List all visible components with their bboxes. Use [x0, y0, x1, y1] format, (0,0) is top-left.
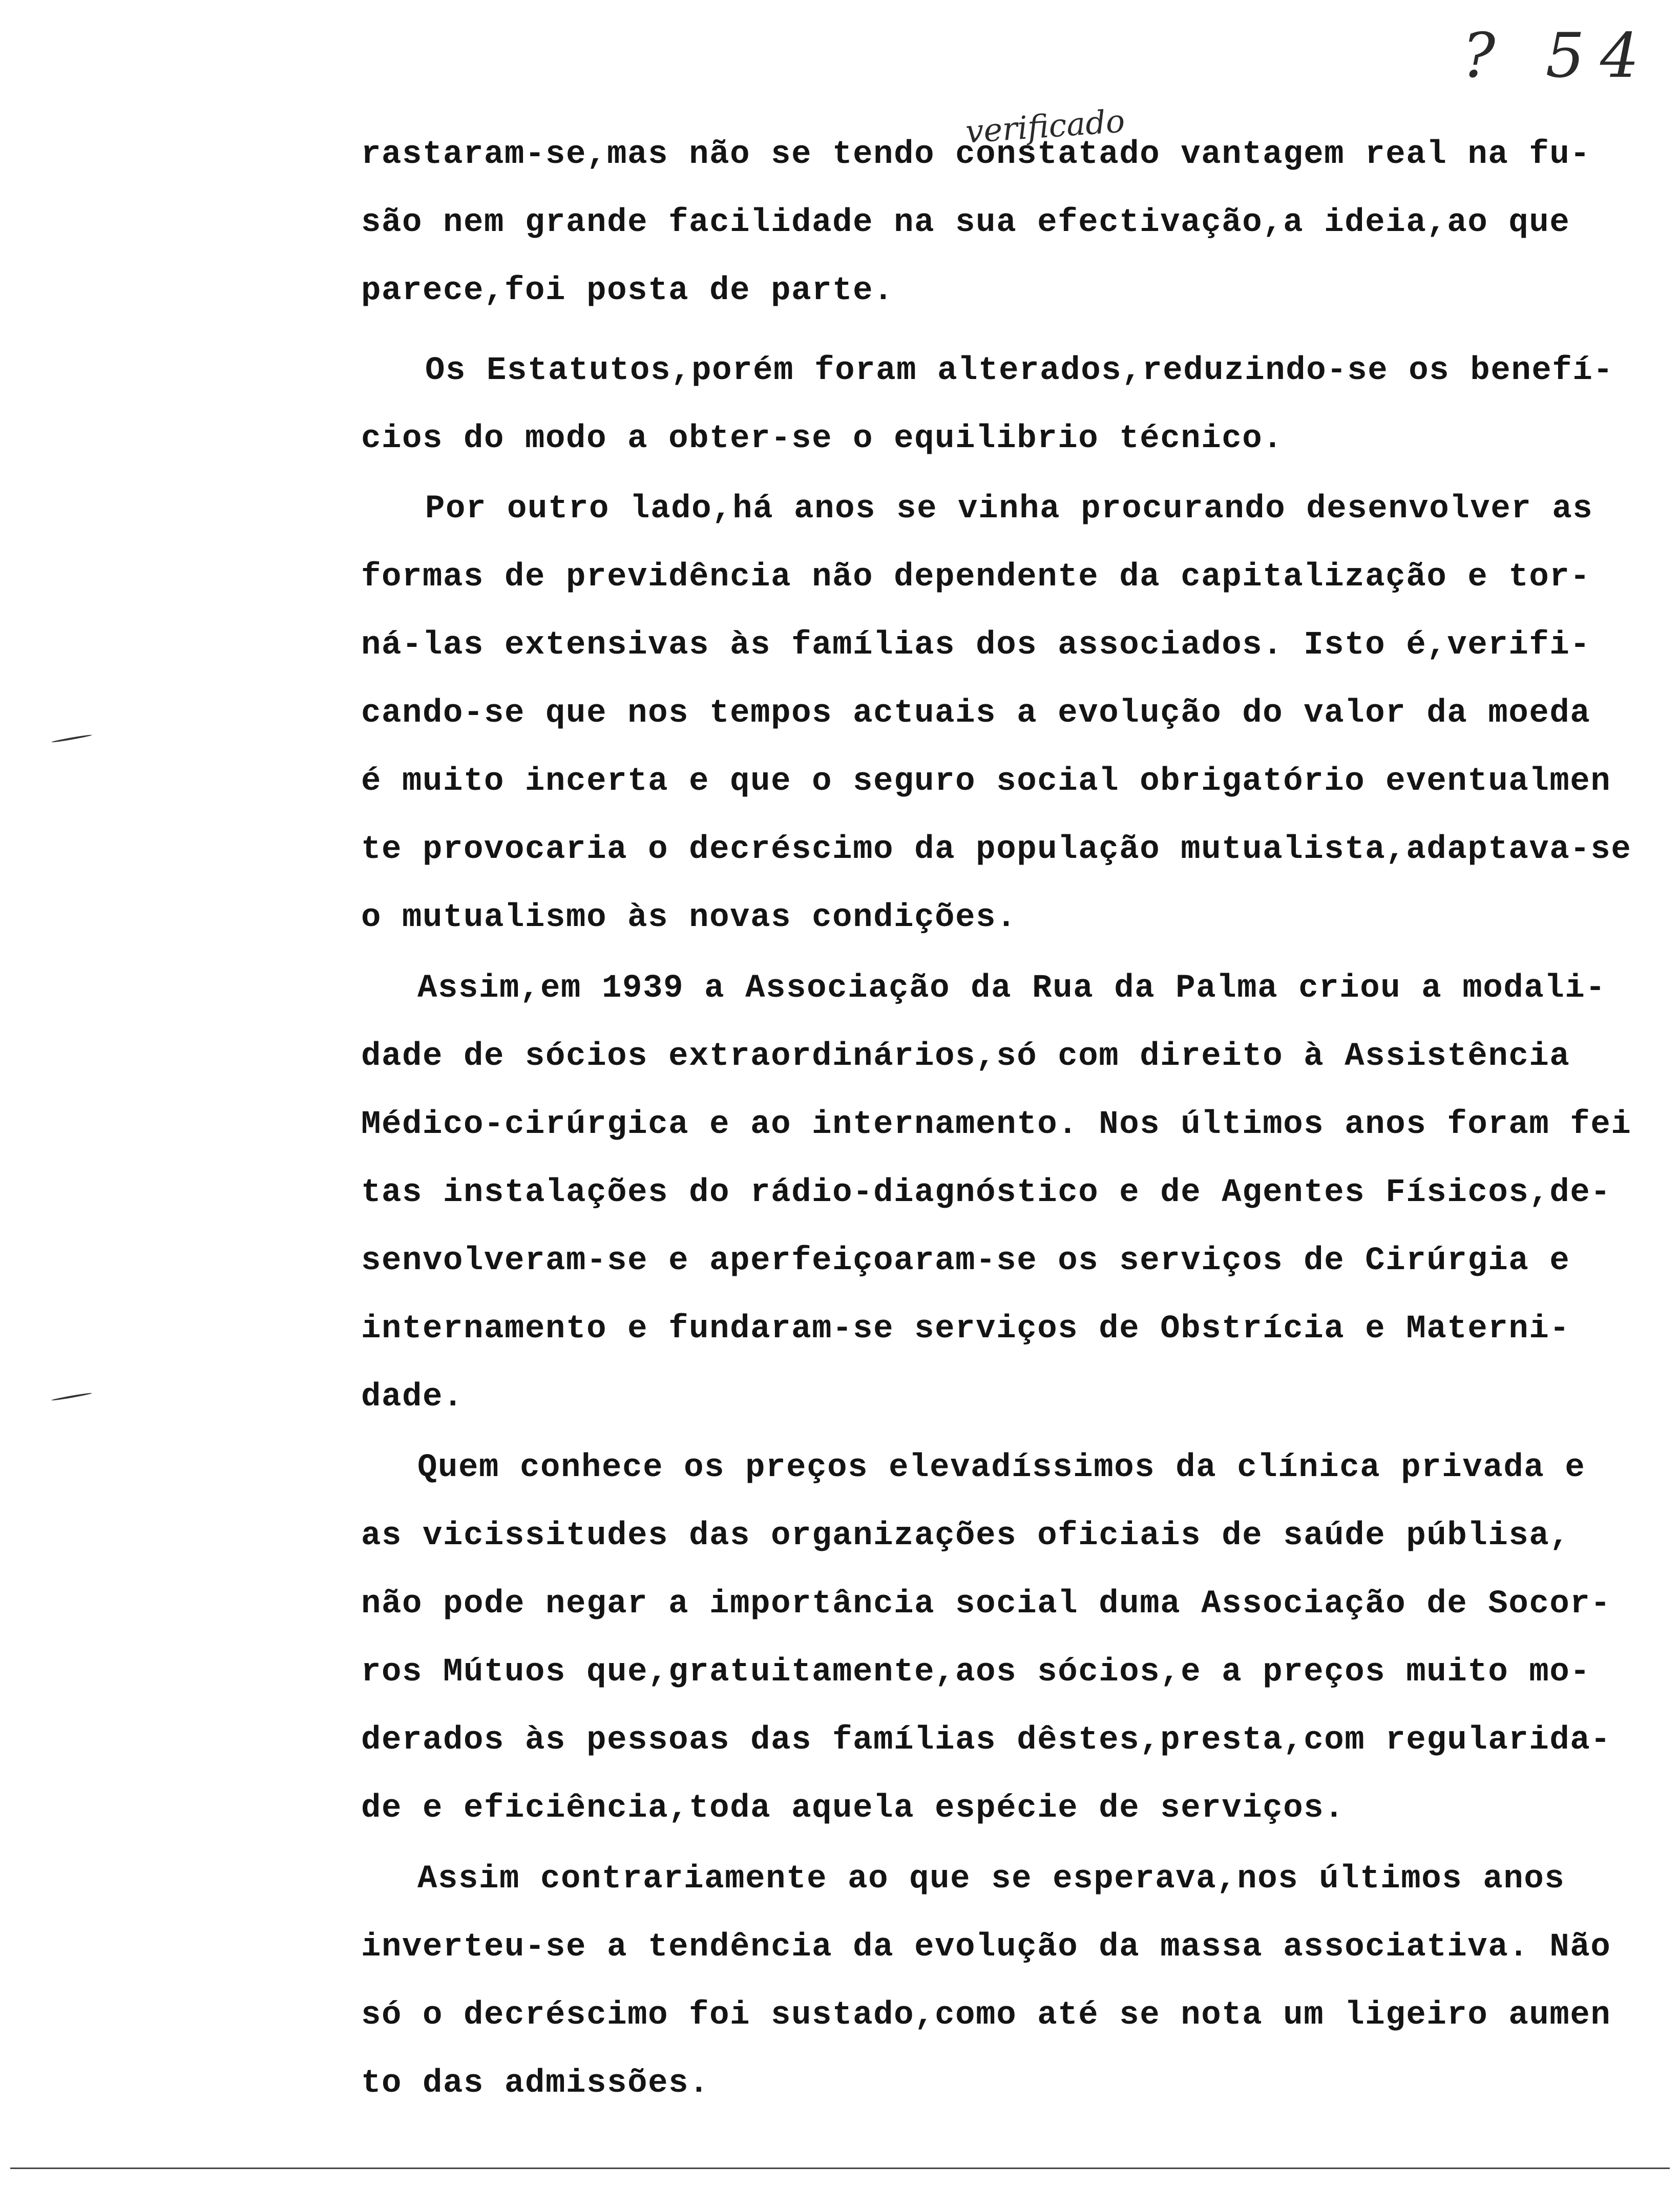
text-line: te provocaria o decréscimo da população mutualista,adaptava-se: [361, 831, 1632, 868]
text-line: não pode negar a importância social duma Associação de Socor-: [361, 1586, 1611, 1623]
text-line: cando-se que nos tempos actuais a evolução do valor da moeda: [361, 695, 1591, 732]
text-line: dade de sócios extraordinários,só com direito à Assistência: [361, 1038, 1570, 1075]
text-line: tas instalações do rádio-diagnóstico e de Agentes Físicos,de-: [361, 1174, 1611, 1211]
text-line: só o decréscimo foi sustado,como até se nota um ligeiro aumen: [361, 1997, 1611, 2034]
text-line: ros Mútuos que,gratuitamente,aos sócios,e a preços muito mo-: [361, 1654, 1591, 1691]
page-edge-line: [10, 2168, 1670, 2169]
text-line: internamento e fundaram-se serviços de Obstrícia e Materni-: [361, 1311, 1570, 1348]
text-line: derados às pessoas das famílias dêstes,presta,com regularida-: [361, 1722, 1611, 1759]
text-line: as vicissitudes das organizações oficiais de saúde públisa,: [361, 1518, 1570, 1554]
text-line: Médico-cirúrgica e ao internamento. Nos últimos anos foram fei: [361, 1106, 1632, 1143]
text-line: são nem grande facilidade na sua efectivação,a ideia,ao que: [361, 204, 1570, 241]
text-line: rastaram-se,mas não se tendo constatado vantagem real na fu-: [361, 136, 1591, 173]
text-line: senvolveram-se e aperfeiçoaram-se os serviços de Cirúrgia e: [361, 1243, 1570, 1279]
text-line: Assim contrariamente ao que se esperava,nos últimos anos: [417, 1861, 1565, 1898]
margin-mark: [51, 734, 92, 743]
margin-mark: [51, 1392, 92, 1401]
text-line: o mutualismo às novas condições.: [361, 899, 1017, 936]
text-line: ná-las extensivas às famílias dos associados. Isto é,verifi-: [361, 627, 1591, 664]
text-line: to das admissões.: [361, 2065, 710, 2102]
text-line: Assim,em 1939 a Associação da Rua da Palma criou a modali-: [417, 970, 1606, 1007]
text-line: é muito incerta e que o seguro social obrigatório eventualmen: [361, 763, 1611, 800]
text-line: formas de previdência não dependente da capitalização e tor-: [361, 559, 1591, 596]
text-line: parece,foi posta de parte.: [361, 272, 894, 309]
handwritten-page-number: ? 54: [1462, 20, 1655, 92]
text-line: Quem conhece os preços elevadíssimos da clínica privada e: [417, 1449, 1586, 1486]
text-line: cios do modo a obter-se o equilibrio técnico.: [361, 420, 1284, 457]
handwritten-annotation: verificado: [964, 102, 1126, 151]
text-line: de e eficiência,toda aquela espécie de serviços.: [361, 1790, 1345, 1827]
text-line: dade.: [361, 1379, 464, 1416]
text-line: Os Estatutos,porém foram alterados,reduzindo-se os benefí-: [425, 352, 1614, 389]
text-line: inverteu-se a tendência da evolução da massa associativa. Não: [361, 1929, 1611, 1966]
text-line: Por outro lado,há anos se vinha procurando desenvolver as: [425, 491, 1593, 528]
